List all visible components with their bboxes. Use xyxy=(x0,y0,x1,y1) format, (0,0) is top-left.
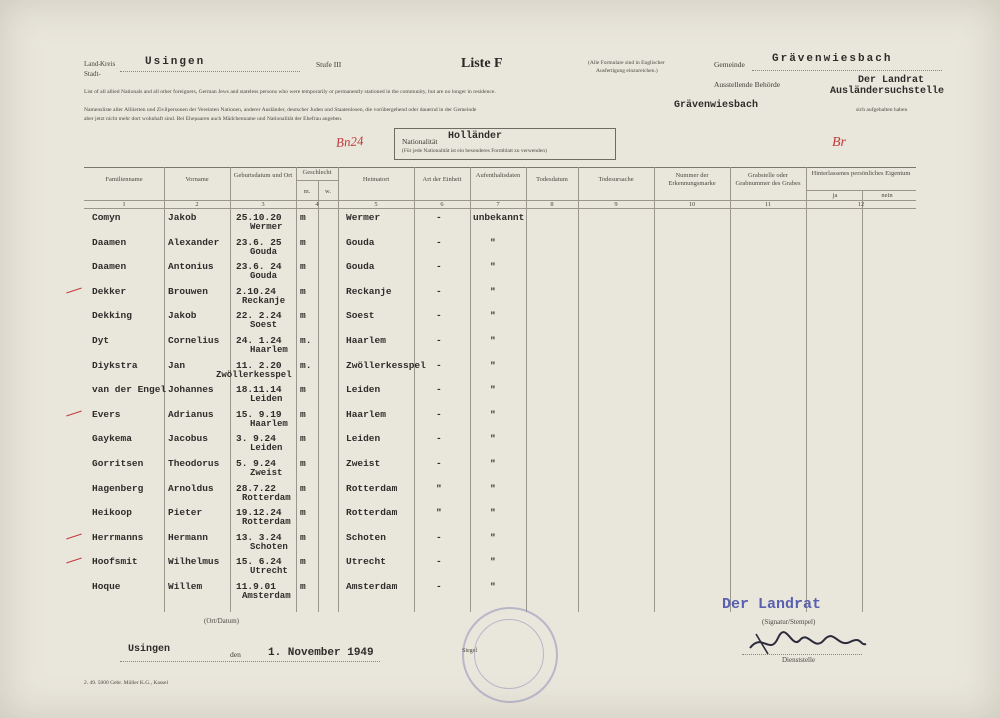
row-unit-type: - xyxy=(436,581,442,592)
official-seal-inner xyxy=(474,619,544,689)
row-birth-date: 19.12.24 xyxy=(236,507,282,519)
row-birth-date: 23.6. 25 xyxy=(236,236,282,248)
col-num-1: 1 xyxy=(122,201,126,208)
row-family-name: Hagenberg xyxy=(92,482,144,494)
col-header-todesursache: Todesursache xyxy=(598,176,634,183)
row-home-town: Rotterdam xyxy=(346,482,398,494)
row-sex: m. xyxy=(300,335,312,346)
row-birth-place: Schoten xyxy=(250,541,288,552)
row-residence-dates: unbekannt xyxy=(473,212,525,223)
row-first-name: Adrianus xyxy=(168,408,214,420)
row-family-name: Evers xyxy=(92,408,121,420)
behoerde-value-1: Der Landrat xyxy=(858,75,925,86)
row-birth-place: Haarlem xyxy=(250,345,288,355)
row-first-name: Alexander xyxy=(168,236,220,248)
col-header-geburtsdatum: Geburtsdatum und Ort xyxy=(233,172,293,179)
row-first-name: Willem xyxy=(168,581,203,592)
row-first-name: Jakob xyxy=(168,212,197,223)
row-family-name: Heikoop xyxy=(92,507,132,519)
col-num-7: 7 xyxy=(496,201,500,208)
row-residence-dates: " xyxy=(490,261,496,273)
row-sex: m xyxy=(300,408,306,420)
row-residence-dates: " xyxy=(490,507,496,519)
behoerde-value-2: Ausländersuchstelle xyxy=(830,86,945,97)
landrat-stamp: Der Landrat xyxy=(722,596,822,613)
printer-note: 2. 49. 5000 Gebr. Müller K.G., Kassel xyxy=(84,680,169,686)
stadt-label: Stadt- xyxy=(84,70,101,78)
behoerde-label: Ausstellende Behörde xyxy=(714,80,781,89)
col-header-einheit: Art der Einheit xyxy=(422,176,462,183)
row-unit-type: - xyxy=(436,458,442,469)
row-residence-dates: " xyxy=(490,482,496,494)
row-home-town: Gouda xyxy=(346,236,375,248)
row-first-name: Wilhelmus xyxy=(168,556,220,568)
red-check-mark xyxy=(66,410,82,416)
row-unit-type: - xyxy=(436,531,442,543)
row-home-town: Rotterdam xyxy=(346,507,398,519)
row-first-name: Jakob xyxy=(168,310,197,322)
row-family-name: Dekker xyxy=(92,285,127,297)
row-birth-date: 22. 2.24 xyxy=(236,310,282,322)
siegel-label: Siegel xyxy=(462,648,477,654)
row-sex: m xyxy=(300,531,306,543)
liste-note-2: Ausfertigung einzureichen.) xyxy=(596,68,658,74)
col-num-8: 8 xyxy=(550,201,554,208)
stufe-label: Stufe III xyxy=(316,60,342,69)
row-sex: m xyxy=(300,556,306,568)
row-unit-type: - xyxy=(436,236,442,248)
row-birth-date: 15. 9.19 xyxy=(236,408,282,420)
row-birth-date: 11.9.01 xyxy=(236,581,276,592)
row-residence-dates: " xyxy=(490,556,496,568)
row-birth-place: Rotterdam xyxy=(242,517,291,528)
red-check-mark xyxy=(66,558,82,564)
row-unit-type: " xyxy=(436,507,442,519)
row-sex: m xyxy=(300,285,306,297)
row-sex: m xyxy=(300,433,306,445)
row-home-town: Gouda xyxy=(346,261,375,273)
row-home-town: Soest xyxy=(346,310,375,322)
row-birth-place: Reckanje xyxy=(242,295,286,306)
col-header-ja: ja xyxy=(832,192,838,199)
col-header-sex-m: m. xyxy=(303,188,311,195)
row-sex: m xyxy=(300,261,306,273)
row-home-town: Amsterdam xyxy=(346,581,398,592)
row-birth-date: 28.7.22 xyxy=(236,482,276,494)
row-family-name: van der Engel xyxy=(92,384,167,396)
row-home-town: Haarlem xyxy=(346,335,386,346)
row-first-name: Arnoldus xyxy=(168,482,214,494)
nationality-value: Holländer xyxy=(448,131,503,142)
german-description-2: aber jetzt nicht mehr dort wohnhaft sind. Bei Ehepaaren auch Mädchenname und Nationalität der Ehefrau angeben. xyxy=(84,116,343,122)
col-num-5: 5 xyxy=(374,201,378,208)
row-birth-date: 5. 9.24 xyxy=(236,458,276,469)
row-family-name: Hoofsmit xyxy=(92,556,138,568)
row-birth-place: Soest xyxy=(250,320,278,331)
row-unit-type: - xyxy=(436,384,442,396)
col-num-11: 11 xyxy=(764,201,772,208)
liste-title: Liste F xyxy=(461,56,503,71)
row-birth-place: Zwöllerkesspel xyxy=(216,369,292,380)
liste-note-1: (Alle Formulare sind in Englischer xyxy=(588,60,665,66)
kreis-label: Kreis xyxy=(100,60,116,68)
row-sex: m xyxy=(300,507,306,519)
row-sex: m xyxy=(300,384,306,396)
row-birth-date: 18.11.14 xyxy=(236,384,282,396)
row-residence-dates: " xyxy=(490,408,496,420)
row-family-name: Dyt xyxy=(92,335,110,346)
german-description-1: Namensliste aller Alliierten und Zivilpersonen der Vereinten Nationen, anderer Ausländer, deutscher Juden und Staatenlosen, die vorübergehend oder dauernd in der Gemeinde xyxy=(84,107,477,113)
row-birth-place: Zweist xyxy=(250,468,283,478)
row-sex: m xyxy=(300,581,306,592)
row-family-name: Herrmanns xyxy=(92,531,144,543)
footer-ort-datum: (Ort/Datum) xyxy=(204,617,239,625)
row-residence-dates: " xyxy=(490,335,496,346)
red-pencil-mark: Bn24 xyxy=(335,133,364,150)
row-unit-type: - xyxy=(436,335,442,346)
unterschrift-label: (Signatur/Stempel) xyxy=(762,618,816,626)
col-header-nein: nein xyxy=(881,192,893,199)
row-birth-place: Wermer xyxy=(250,222,283,232)
row-home-town: Reckanje xyxy=(346,285,392,297)
col-header-heimatort: Heimatort xyxy=(362,176,390,183)
row-family-name: Hoque xyxy=(92,581,121,592)
row-birth-date: 11. 2.20 xyxy=(236,359,282,371)
row-birth-date: 24. 1.24 xyxy=(236,335,282,346)
row-sex: m xyxy=(300,212,306,223)
row-family-name: Daamen xyxy=(92,261,127,273)
row-home-town: Leiden xyxy=(346,384,381,396)
footer-date: 1. November 1949 xyxy=(268,647,374,659)
row-residence-dates: " xyxy=(490,384,496,396)
row-unit-type: - xyxy=(436,212,442,223)
row-birth-date: 3. 9.24 xyxy=(236,433,276,445)
row-unit-type: - xyxy=(436,261,442,273)
row-birth-place: Leiden xyxy=(250,394,283,405)
nationality-note: (Für jede Nationalität ist ein besonderes Formblatt zu verwenden) xyxy=(402,148,547,154)
col-header-geschlecht: Geschlecht xyxy=(302,169,332,176)
nationality-label: Nationalität xyxy=(402,137,438,146)
col-num-3: 3 xyxy=(261,201,265,208)
row-sex: m xyxy=(300,310,306,322)
row-sex: m xyxy=(300,236,306,248)
col-num-6: 6 xyxy=(440,201,444,208)
row-first-name: Jan xyxy=(168,359,186,371)
row-first-name: Antonius xyxy=(168,261,214,273)
row-birth-place: Leiden xyxy=(250,443,283,454)
col-header-erkennungsmarke: Nummer der Erkennungsmarke xyxy=(668,172,716,187)
row-family-name: Diykstra xyxy=(92,359,138,371)
row-residence-dates: " xyxy=(490,285,496,297)
row-unit-type: - xyxy=(436,285,442,297)
dienststelle-label: Dienststelle xyxy=(782,656,816,664)
col-header-familienname: Familienname xyxy=(105,176,143,183)
col-header-vorname: Vorname xyxy=(185,176,209,183)
row-birth-place: Haarlem xyxy=(250,418,288,429)
red-check-mark xyxy=(66,533,82,539)
row-first-name: Cornelius xyxy=(168,335,220,346)
row-first-name: Brouwen xyxy=(168,285,208,297)
row-family-name: Gaykema xyxy=(92,433,132,445)
row-birth-place: Gouda xyxy=(250,271,278,282)
row-residence-dates: " xyxy=(490,433,496,445)
col-header-todesdatum: Todesdatum xyxy=(536,176,568,183)
row-birth-date: 2.10.24 xyxy=(236,285,276,297)
row-sex: m xyxy=(300,458,306,469)
red-initial-mark: Br xyxy=(832,135,846,150)
english-description: List of all allied Nationals and all other foreigners, German Jews and stateless persons who were temporarily or permanently stationed in the community, but are no longer in residence. xyxy=(84,89,496,95)
row-first-name: Theodorus xyxy=(168,458,220,469)
row-first-name: Hermann xyxy=(168,531,208,543)
row-residence-dates: " xyxy=(490,359,496,371)
row-home-town: Zweist xyxy=(346,458,381,469)
footer-den-label: den xyxy=(230,650,241,659)
col-num-2: 2 xyxy=(195,201,199,208)
row-home-town: Schoten xyxy=(346,531,386,543)
row-unit-type: - xyxy=(436,556,442,568)
row-sex: m. xyxy=(300,359,312,371)
german-gemeinde-value: Grävenwiesbach xyxy=(674,100,759,111)
row-first-name: Johannes xyxy=(168,384,214,396)
row-sex: m xyxy=(300,482,306,494)
row-residence-dates: " xyxy=(490,581,496,592)
row-birth-date: 25.10.20 xyxy=(236,212,282,223)
land-label: Land- xyxy=(84,60,101,68)
row-birth-date: 13. 3.24 xyxy=(236,531,282,543)
row-family-name: Gorritsen xyxy=(92,458,144,469)
row-unit-type: - xyxy=(436,408,442,420)
row-family-name: Dekking xyxy=(92,310,132,322)
row-residence-dates: " xyxy=(490,458,496,469)
german-description-end: sich aufgehalten haben xyxy=(856,107,908,113)
gemeinde-label: Gemeinde xyxy=(714,60,745,69)
col-num-10: 10 xyxy=(688,201,696,208)
row-home-town: Haarlem xyxy=(346,408,386,420)
row-home-town: Leiden xyxy=(346,433,381,445)
row-first-name: Jacobus xyxy=(168,433,208,445)
row-residence-dates: " xyxy=(490,310,496,322)
col-header-eigentum: Hinterlassenes persönliches Eigentum xyxy=(811,170,911,177)
row-residence-dates: " xyxy=(490,531,496,543)
row-birth-date: 15. 6.24 xyxy=(236,556,282,568)
kreis-value: Usingen xyxy=(145,56,206,68)
gemeinde-value: Grävenwiesbach xyxy=(772,53,893,65)
footer-place: Usingen xyxy=(128,644,171,655)
row-birth-place: Gouda xyxy=(250,246,278,257)
row-birth-place: Amsterdam xyxy=(242,591,291,601)
row-unit-type: - xyxy=(436,359,442,371)
row-unit-type: - xyxy=(436,310,442,322)
row-family-name: Daamen xyxy=(92,236,127,248)
row-unit-type: - xyxy=(436,433,442,445)
row-birth-place: Utrecht xyxy=(250,566,288,577)
row-residence-dates: " xyxy=(490,236,496,248)
row-home-town: Utrecht xyxy=(346,556,386,568)
col-num-4: 4 xyxy=(315,201,319,208)
red-check-mark xyxy=(66,287,82,293)
row-birth-date: 23.6. 24 xyxy=(236,261,282,273)
row-birth-place: Rotterdam xyxy=(242,492,291,503)
col-num-12: 12 xyxy=(857,201,865,208)
row-home-town: Zwöllerkesspel xyxy=(346,359,426,371)
row-family-name: Comyn xyxy=(92,212,121,223)
col-header-sex-w: w. xyxy=(325,188,331,195)
col-num-9: 9 xyxy=(614,201,618,208)
row-unit-type: " xyxy=(436,482,442,494)
col-header-grabstelle: Grabstelle oder Grabnummer des Grabes xyxy=(735,172,801,187)
row-first-name: Pieter xyxy=(168,507,203,519)
row-home-town: Wermer xyxy=(346,212,381,223)
col-header-aufenthalt: Aufenthaltsdaten xyxy=(475,172,521,179)
